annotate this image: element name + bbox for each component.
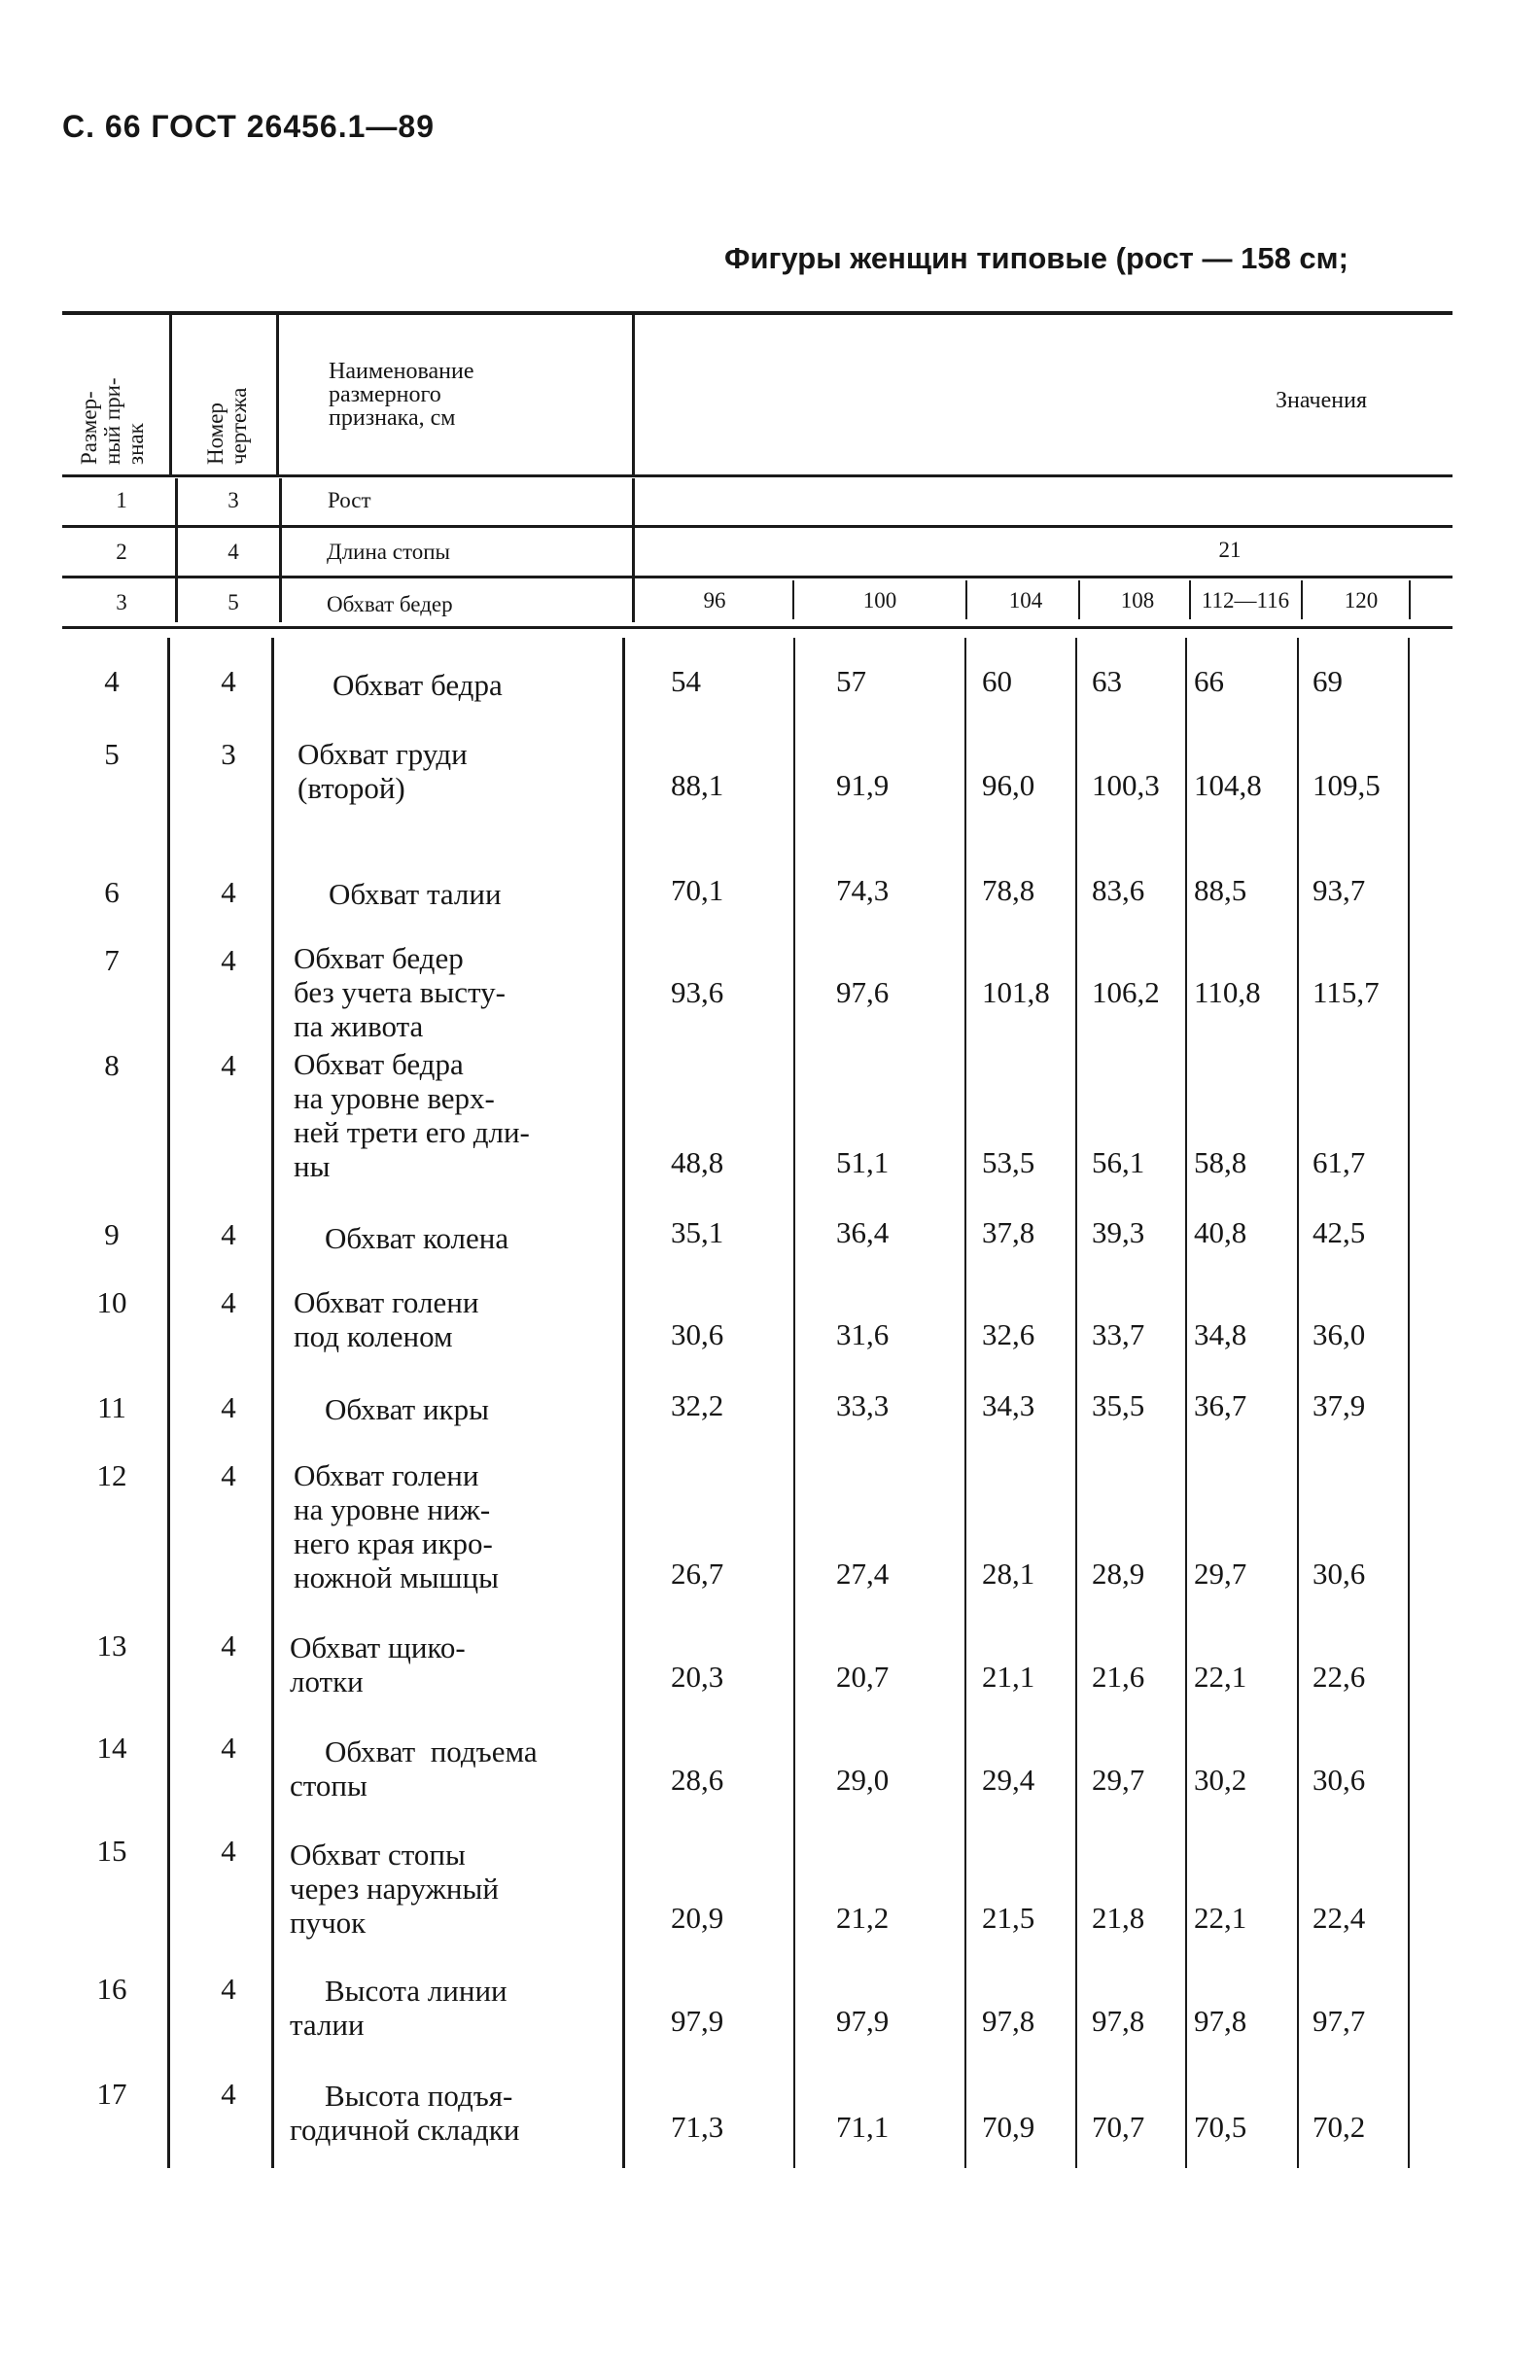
row-value: 28,9 [1092,1557,1145,1591]
row-number: 12 [96,1458,127,1492]
row-value: 101,8 [982,975,1050,1009]
row-value: 97,9 [671,2004,724,2038]
hip-value: 112—116 [1201,588,1290,612]
row-number: 4 [104,664,120,698]
row-number: 2 [116,540,127,564]
row-number: 8 [104,1048,120,1082]
drawing-number: 4 [221,1731,236,1765]
row-name: Обхват талии [329,877,502,911]
drawing-number: 3 [228,488,239,512]
row-value: 63 [1092,664,1122,698]
row-number: 14 [96,1731,127,1765]
row-name: Обхват бедер [327,592,453,616]
hip-value: 108 [1120,588,1155,612]
row-value: 33,3 [836,1388,890,1422]
row-value: 93,6 [671,975,724,1009]
row-value: 83,6 [1092,873,1145,907]
row-name: Обхват груди (второй) [298,737,468,805]
row-value: 30,6 [1312,1763,1366,1797]
header-col-size-feature: Размер- ный при- знак [77,377,148,465]
row-value: 42,5 [1312,1215,1366,1249]
row-value: 97,6 [836,975,890,1009]
row-value: 71,1 [836,2110,890,2144]
row-value: 110,8 [1194,975,1261,1009]
row-value: 35,1 [671,1215,724,1249]
row-value: 88,5 [1194,873,1247,907]
hip-value: 100 [862,588,897,612]
drawing-number: 4 [221,1285,236,1319]
page-header: С. 66 ГОСТ 26456.1—89 [62,109,435,144]
row-value: 51,1 [836,1145,890,1179]
row-name: Рост [328,488,371,512]
row-value: 26,7 [671,1557,724,1591]
drawing-number: 3 [221,737,236,771]
row-name: Высота линии талии [290,1974,508,2042]
row-value: 70,1 [671,873,724,907]
row-value: 29,4 [982,1763,1035,1797]
row-name: Высота подъя- годичной складки [290,2079,520,2147]
row-number: 16 [96,1972,127,2006]
row-value: 22,6 [1312,1660,1366,1694]
row-name: Обхват голени на уровне ниж- него края икро- ножной мышцы [294,1458,499,1594]
row-value: 37,9 [1312,1388,1366,1422]
row-value: 93,7 [1312,873,1366,907]
row-value: 66 [1194,664,1224,698]
drawing-number: 4 [221,1834,236,1868]
row-name: Обхват бедра на уровне верх- ней трети его дли- ны [294,1047,530,1183]
row-value: 70,7 [1092,2110,1145,2144]
drawing-number: 4 [221,1458,236,1492]
row-number: 11 [97,1390,126,1424]
row-value: 106,2 [1092,975,1160,1009]
row-value: 29,7 [1092,1763,1145,1797]
row-value: 69 [1312,664,1343,698]
row-value: 21,1 [982,1660,1035,1694]
row-value: 29,7 [1194,1557,1247,1591]
row-value: 70,5 [1194,2110,1247,2144]
row-value: 78,8 [982,873,1035,907]
row-value: 36,0 [1312,1317,1366,1351]
row-value: 97,8 [1194,2004,1247,2038]
table-title: Фигуры женщин типовые (рост — 158 см; [724,241,1348,275]
row-value: 97,7 [1312,2004,1366,2038]
row-value: 61,7 [1312,1145,1366,1179]
row-number: 13 [96,1628,127,1662]
row-value: 34,3 [982,1388,1035,1422]
row-value: 20,3 [671,1660,724,1694]
header-col-name: Наименование размерного признака, см [329,359,474,431]
row-value: 21 [1218,538,1242,562]
hip-value: 104 [1008,588,1043,612]
row-number: 5 [104,737,120,771]
row-value: 36,4 [836,1215,890,1249]
row-value: 54 [671,664,701,698]
row-number: 10 [96,1285,127,1319]
drawing-number: 4 [221,664,236,698]
row-name: Обхват икры [325,1392,489,1426]
row-value: 104,8 [1194,768,1262,802]
row-name: Обхват голени под коленом [294,1285,479,1353]
row-value: 35,5 [1092,1388,1145,1422]
row-value: 28,6 [671,1763,724,1797]
row-value: 96,0 [982,768,1035,802]
row-number: 6 [104,875,120,909]
row-name: Обхват щико- лотки [290,1630,466,1698]
row-value: 28,1 [982,1557,1035,1591]
drawing-number: 4 [228,540,239,564]
hip-value: 96 [703,588,726,612]
row-value: 30,6 [1312,1557,1366,1591]
drawing-number: 4 [221,1972,236,2006]
drawing-number: 4 [221,1048,236,1082]
row-value: 31,6 [836,1317,890,1351]
row-value: 100,3 [1092,768,1160,802]
row-value: 70,2 [1312,2110,1366,2144]
row-value: 71,3 [671,2110,724,2144]
row-value: 39,3 [1092,1215,1145,1249]
row-value: 74,3 [836,873,890,907]
row-value: 56,1 [1092,1145,1145,1179]
row-value: 109,5 [1312,768,1381,802]
row-value: 97,9 [836,2004,890,2038]
drawing-number: 4 [221,875,236,909]
row-value: 33,7 [1092,1317,1145,1351]
row-number: 17 [96,2077,127,2111]
row-value: 70,9 [982,2110,1035,2144]
row-value: 57 [836,664,866,698]
row-name: Обхват колена [325,1221,509,1255]
row-value: 22,4 [1312,1901,1366,1935]
row-value: 40,8 [1194,1215,1247,1249]
row-value: 20,9 [671,1901,724,1935]
hip-value: 120 [1344,588,1379,612]
row-name: Обхват бедра [332,668,503,702]
header-col-drawing-number: Номер чертежа [203,387,251,465]
row-name: Обхват подъема стопы [290,1734,538,1802]
row-value: 20,7 [836,1660,890,1694]
drawing-number: 4 [221,2077,236,2111]
drawing-number: 4 [221,1390,236,1424]
row-value: 60 [982,664,1012,698]
row-name: Длина стопы [327,540,450,564]
row-value: 22,1 [1194,1901,1247,1935]
row-number: 7 [104,943,120,977]
drawing-number: 4 [221,943,236,977]
row-value: 53,5 [982,1145,1035,1179]
row-value: 34,8 [1194,1317,1247,1351]
row-name: Обхват бедер без учета высту- па живота [294,941,506,1043]
row-value: 37,8 [982,1215,1035,1249]
row-number: 1 [116,488,127,512]
row-value: 29,0 [836,1763,890,1797]
row-value: 97,8 [982,2004,1035,2038]
row-value: 97,8 [1092,2004,1145,2038]
row-value: 21,8 [1092,1901,1145,1935]
row-value: 21,5 [982,1901,1035,1935]
row-value: 30,6 [671,1317,724,1351]
row-number: 15 [96,1834,127,1868]
row-value: 32,2 [671,1388,724,1422]
row-name: Обхват стопы через наружный пучок [290,1838,499,1940]
row-value: 115,7 [1312,975,1380,1009]
row-value: 21,6 [1092,1660,1145,1694]
row-value: 32,6 [982,1317,1035,1351]
row-value: 88,1 [671,768,724,802]
drawing-number: 4 [221,1217,236,1251]
row-value: 58,8 [1194,1145,1247,1179]
row-value: 30,2 [1194,1763,1247,1797]
row-number: 3 [116,590,127,614]
row-value: 91,9 [836,768,890,802]
row-value: 36,7 [1194,1388,1247,1422]
row-number: 9 [104,1217,120,1251]
row-value: 21,2 [836,1901,890,1935]
drawing-number: 4 [221,1628,236,1662]
row-value: 48,8 [671,1145,724,1179]
drawing-number: 5 [228,590,239,614]
header-col-values: Значения [1276,388,1368,413]
row-value: 22,1 [1194,1660,1247,1694]
row-value: 27,4 [836,1557,890,1591]
